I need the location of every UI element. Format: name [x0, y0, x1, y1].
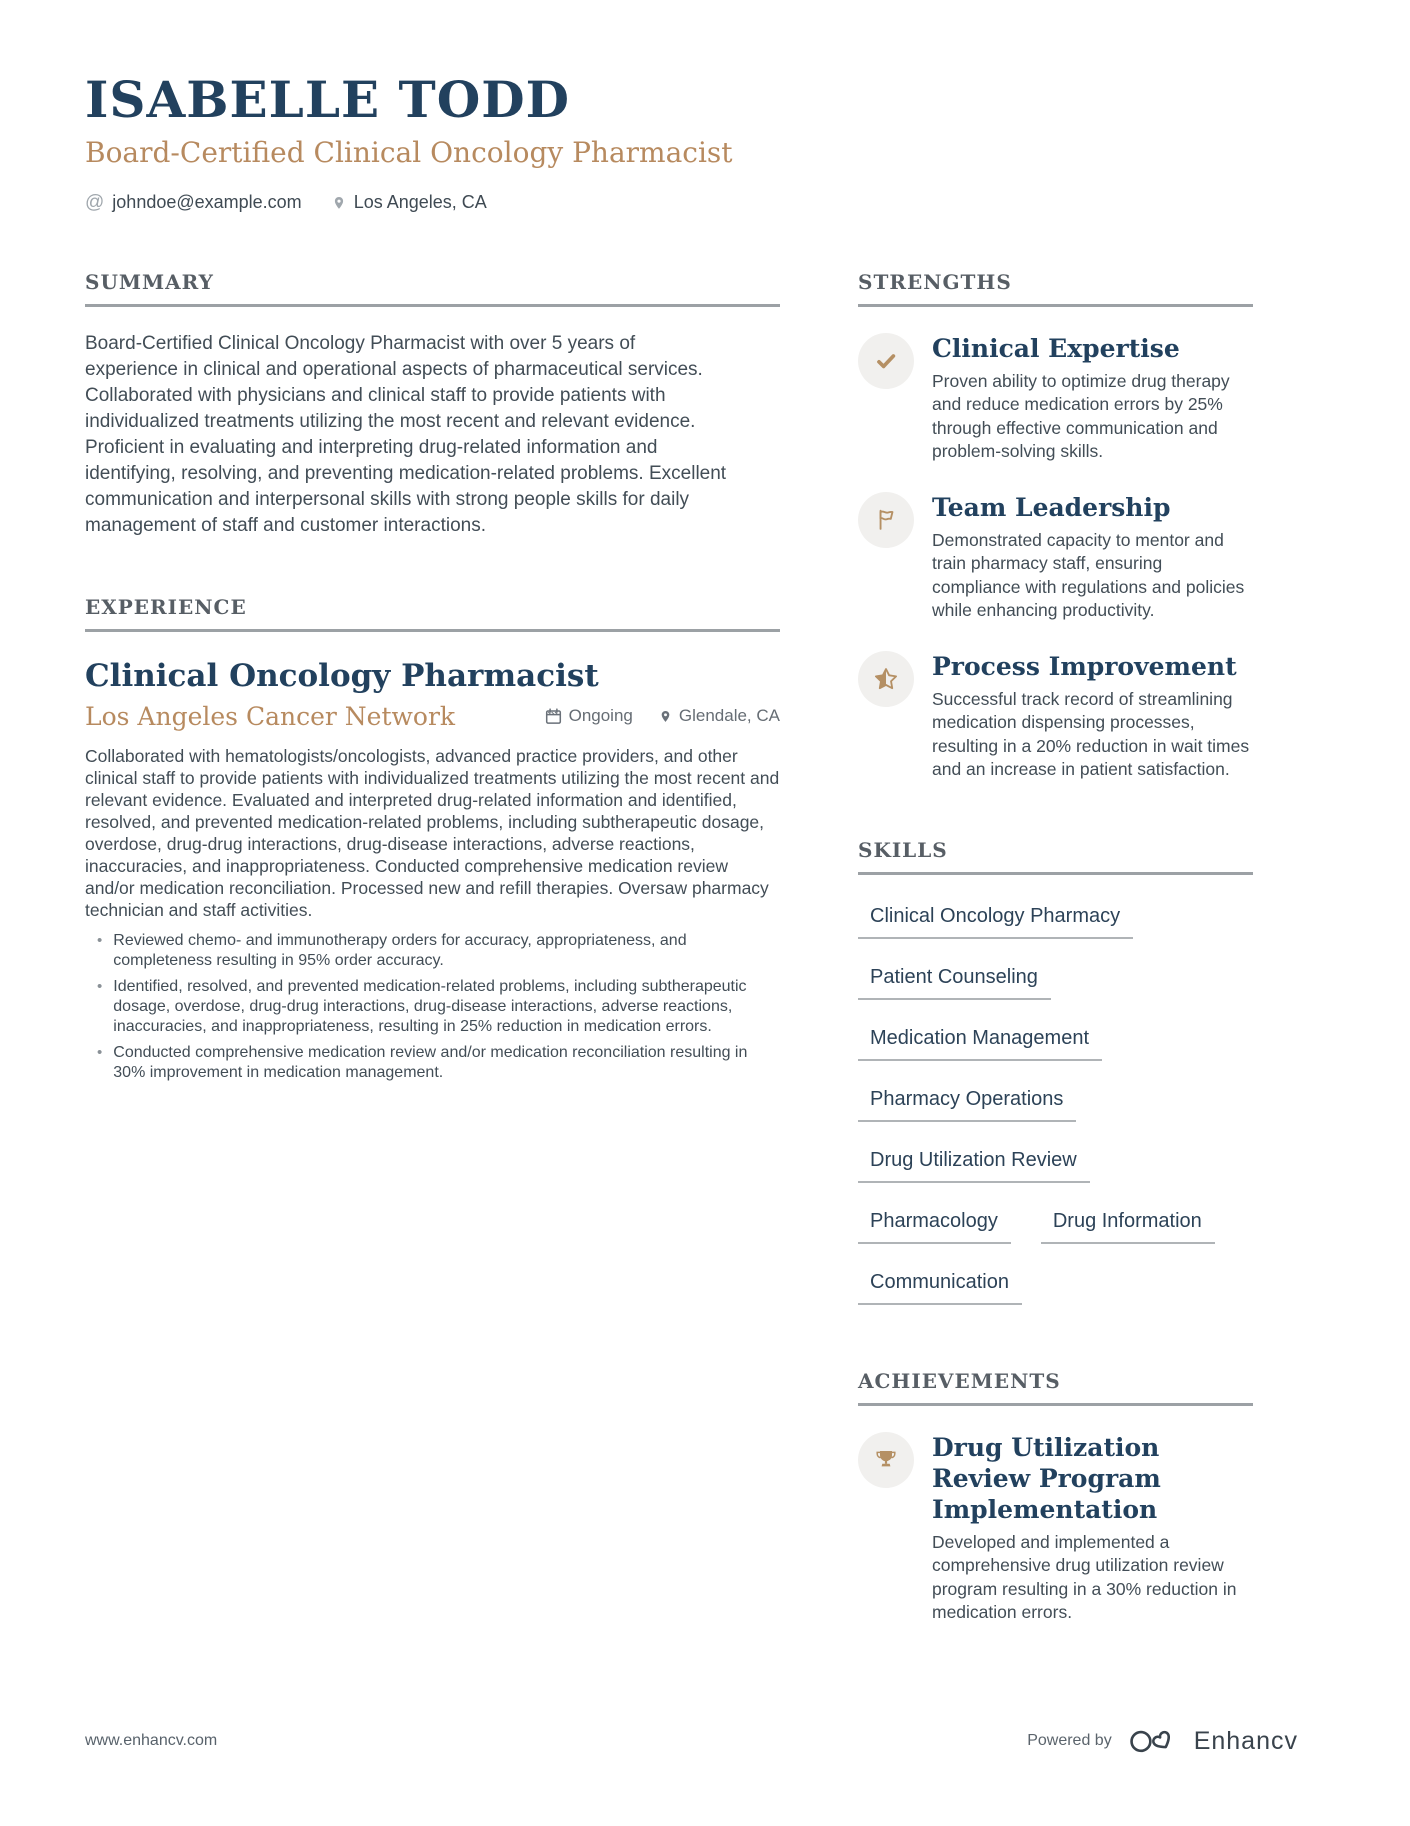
strength-title: Process Improvement: [932, 651, 1237, 681]
strengths-heading: STRENGTHS: [858, 270, 1253, 307]
strength-item: [858, 651, 1253, 782]
email-text: johndoe@example.com: [112, 192, 302, 213]
bullet-dot-icon: •: [97, 931, 103, 949]
job-company: Los Angeles Cancer Network: [85, 701, 456, 731]
flag-icon: [858, 492, 914, 548]
summary-heading: SUMMARY: [85, 270, 780, 307]
candidate-title: Board-Certified Clinical Oncology Pharmacist: [85, 136, 733, 169]
powered-by-group: [1027, 1726, 1298, 1756]
job-description: Collaborated with hematologists/oncologists, advanced practice providers, and other clinical staff to provide patients with individualized treatments utilizing the most recent and relevant evidence. Evaluated and interpreted drug-related information and identified, resolved, and prevented medication-related problems, including subtherapeutic dosage, overdose, drug-drug interactions, drug-disease interactions, adverse reactions, inaccuracies, and inappropriateness. Conducted comprehensive medication review and/or medication reconciliation. Processed new and refill therapies. Oversaw pharmacy technician and staff activities.: [85, 745, 780, 920]
email-item[interactable]: [85, 192, 302, 214]
strength-text: Successful track record of streamlining medication dispensing processes, resulting in a 20% reduction in wait times and an increase in patient satisfaction.: [932, 688, 1250, 780]
job-location-text: Glendale, CA: [678, 706, 780, 726]
skill-item: Patient Counseling: [858, 966, 1051, 1000]
achievement-title: Drug Utilization Review Program Implementation: [932, 1432, 1161, 1524]
job-bullet-list: [85, 931, 780, 1083]
bullet-dot-icon: •: [97, 1043, 103, 1061]
location-item: [332, 192, 487, 213]
skills-list: [858, 905, 1253, 1305]
strength-text: Demonstrated capacity to mentor and train pharmacy staff, ensuring compliance with regulations and policies while enhancing productivity.: [932, 529, 1245, 621]
job-meta: [545, 706, 780, 726]
summary-section: [85, 270, 780, 539]
strength-item: [858, 492, 1253, 623]
achievements-heading: ACHIEVEMENTS: [858, 1369, 1253, 1406]
job-period: [545, 706, 633, 726]
job-meta-row: [85, 702, 780, 731]
job-period-text: Ongoing: [568, 706, 633, 726]
achievements-section: [858, 1369, 1253, 1625]
job-title: Clinical Oncology Pharmacist: [85, 657, 599, 694]
website-link[interactable]: www.enhancv.com: [85, 1732, 218, 1749]
candidate-name: ISABELLE TODD: [85, 70, 570, 129]
skills-section: [858, 838, 1253, 1305]
calendar-icon: [545, 708, 562, 725]
skill-item: Drug Information: [1041, 1210, 1215, 1244]
skill-item: Pharmacy Operations: [858, 1088, 1076, 1122]
enhancv-logo-icon: [1128, 1726, 1182, 1756]
achievement-item: [858, 1432, 1253, 1625]
half-star-icon: [858, 651, 914, 707]
strengths-section: [858, 270, 1253, 782]
strength-title: Team Leadership: [932, 492, 1171, 522]
experience-section: [85, 595, 780, 1083]
left-column: [85, 270, 780, 1625]
job-bullet-text: Identified, resolved, and prevented medication-related problems, including subtherapeutic dosage, overdose, drug-drug interactions, drug-disease interactions, adverse reactions, inaccuracies, and inappropriateness, resulting in 25% reduction in medication errors.: [113, 977, 747, 1035]
strength-item: [858, 333, 1253, 464]
skill-item: Medication Management: [858, 1027, 1102, 1061]
experience-heading: EXPERIENCE: [85, 595, 780, 632]
bullet-dot-icon: •: [97, 977, 103, 995]
achievement-text: Developed and implemented a comprehensive drug utilization review program resulting in a 30% reduction in medication errors.: [932, 1531, 1237, 1623]
strength-text: Proven ability to optimize drug therapy and reduce medication errors by 25% through effective communication and problem-solving skills.: [932, 370, 1230, 462]
skills-heading: SKILLS: [858, 838, 1253, 875]
location-text: Los Angeles, CA: [353, 192, 487, 213]
job-location: [659, 706, 780, 726]
strength-title: Clinical Expertise: [932, 333, 1180, 363]
summary-text: Board-Certified Clinical Oncology Pharmacist with over 5 years of experience in clinical and operational aspects of pharmaceutical services. Collaborated with physicians and clinical staff to provide patients with individualized treatments utilizing the most recent and relevant evidence. Proficient in evaluating and interpreting drug-related information and identifying, resolving, and preventing medication-related problems. Excellent communication and interpersonal skills with strong people skills for daily management of staff and customer interactions.: [85, 332, 727, 536]
job-location-pin-icon: [659, 709, 672, 724]
resume-body: [85, 270, 1253, 1625]
trophy-icon: [858, 1432, 914, 1488]
at-icon: @: [85, 191, 105, 213]
powered-by-label: Powered by: [1027, 1732, 1112, 1749]
contact-row: [85, 192, 1253, 214]
enhancv-brand[interactable]: [1128, 1726, 1298, 1756]
enhancv-brand-text: Enhancv: [1193, 1726, 1298, 1755]
page-footer: [85, 1726, 1298, 1756]
skill-item: Drug Utilization Review: [858, 1149, 1090, 1183]
job-bullet: [85, 1043, 780, 1083]
location-pin-icon: [332, 195, 346, 211]
skill-item: Pharmacology: [858, 1210, 1011, 1244]
job-entry: [85, 658, 780, 1083]
check-icon: [858, 333, 914, 389]
resume-header: [0, 0, 1410, 214]
skill-item: Communication: [858, 1271, 1022, 1305]
job-bullet-text: Reviewed chemo- and immunotherapy orders for accuracy, appropriateness, and completeness resulting in 95% order accuracy.: [113, 931, 687, 969]
job-bullet: [85, 931, 780, 971]
skill-item: Clinical Oncology Pharmacy: [858, 905, 1133, 939]
right-column: [858, 270, 1253, 1625]
job-bullet: [85, 977, 780, 1037]
job-bullet-text: Conducted comprehensive medication review and/or medication reconciliation resulting in 30% improvement in medication management.: [113, 1043, 748, 1081]
